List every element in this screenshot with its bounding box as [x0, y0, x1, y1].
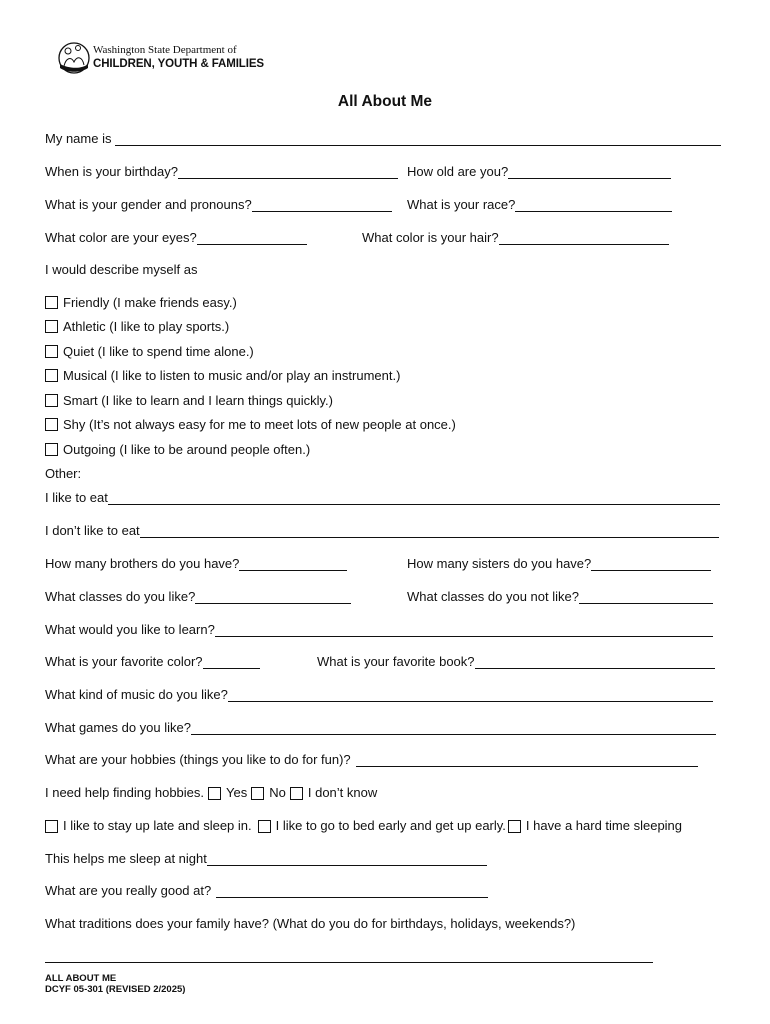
eye-color-field[interactable]	[197, 231, 307, 245]
like-eat-row	[45, 487, 720, 505]
traditions-row	[45, 913, 575, 931]
trait-checkbox-friendly[interactable]	[45, 296, 58, 309]
footer-form-number: DCYF 05-301 (REVISED 2/2025)	[45, 984, 186, 995]
trait-checkbox-outgoing[interactable]	[45, 443, 58, 456]
hobbies-field[interactable]	[356, 753, 698, 767]
book-field[interactable]	[475, 655, 715, 669]
age-label: How old are you?	[407, 164, 509, 179]
traditions-field[interactable]	[45, 949, 653, 963]
hobbies-label: What are your hobbies (things you like to do for fun)?	[45, 752, 351, 767]
describe-label: I would describe myself as	[45, 262, 198, 277]
no-label: No	[269, 785, 286, 800]
sleep-early-checkbox[interactable]	[258, 820, 271, 833]
hobbies-row	[45, 749, 698, 767]
classes-like-label: What classes do you like?	[45, 589, 196, 604]
sisters-label: How many sisters do you have?	[407, 556, 592, 571]
sleep-hard-checkbox[interactable]	[508, 820, 521, 833]
games-row	[45, 717, 716, 735]
trait-label: Smart (I like to learn and I learn things quickly.)	[63, 393, 333, 408]
sleep-help-field[interactable]	[207, 852, 487, 866]
dont-know-checkbox[interactable]	[290, 787, 303, 800]
footer-form-title: ALL ABOUT ME	[45, 973, 117, 984]
age-field[interactable]	[508, 165, 671, 179]
sleep-help-row	[45, 848, 487, 866]
hair-color-field[interactable]	[499, 231, 669, 245]
sleep-hard-label: I have a hard time sleeping	[525, 818, 683, 833]
yes-label: Yes	[226, 785, 248, 800]
trait-item	[45, 365, 400, 383]
trait-label: Athletic (I like to play sports.)	[63, 319, 230, 334]
race-field[interactable]	[515, 198, 672, 212]
sleep-late-label: I like to stay up late and sleep in.	[63, 818, 252, 833]
color-label: What is your favorite color?	[45, 654, 203, 669]
dont-know-label: I don’t know	[307, 785, 378, 800]
like-eat-field[interactable]	[108, 491, 720, 505]
agency-name-line1: Washington State Department of	[93, 44, 237, 56]
family-emblem-icon	[57, 40, 91, 76]
page-title: All About Me	[337, 93, 433, 110]
other-row	[45, 463, 81, 481]
color-field[interactable]	[203, 655, 260, 669]
help-hobbies-row	[45, 782, 377, 800]
gender-label: What is your gender and pronouns?	[45, 197, 252, 212]
trait-item	[45, 439, 310, 457]
yes-checkbox[interactable]	[208, 787, 221, 800]
music-label: What kind of music do you like?	[45, 687, 228, 702]
name-field[interactable]	[115, 132, 721, 146]
music-row	[45, 684, 713, 702]
trait-checkbox-quiet[interactable]	[45, 345, 58, 358]
trait-label: Outgoing (I like to be around people often.)	[63, 442, 311, 457]
agency-name-line2: CHILDREN, YOUTH & FAMILIES	[93, 58, 264, 70]
sleep-late-checkbox[interactable]	[45, 820, 58, 833]
race-label: What is your race?	[407, 197, 516, 212]
trait-label: Quiet (I like to spend time alone.)	[63, 344, 254, 359]
traditions-label: What traditions does your family have? (What do you do for birthdays, holidays, weekends?)	[45, 916, 576, 931]
sleep-row	[45, 815, 682, 833]
eye-color-row	[45, 227, 307, 245]
classes-dislike-row	[407, 586, 713, 604]
like-eat-label: I like to eat	[45, 490, 108, 505]
classes-like-field[interactable]	[195, 590, 351, 604]
dislike-eat-label: I don’t like to eat	[45, 523, 140, 538]
trait-label: Shy (It’s not always easy for me to meet lots of new people at once.)	[63, 417, 456, 432]
trait-item	[45, 414, 456, 432]
book-row	[317, 651, 715, 669]
learn-field[interactable]	[215, 623, 713, 637]
gender-row	[45, 194, 392, 212]
other-label: Other:	[45, 466, 82, 481]
brothers-label: How many brothers do you have?	[45, 556, 240, 571]
games-field[interactable]	[191, 721, 716, 735]
good-at-label: What are you really good at?	[45, 883, 212, 898]
classes-like-row	[45, 586, 351, 604]
birthday-field[interactable]	[178, 165, 398, 179]
form-footer	[45, 973, 185, 995]
trait-checkbox-athletic[interactable]	[45, 320, 58, 333]
color-row	[45, 651, 260, 669]
no-checkbox[interactable]	[251, 787, 264, 800]
trait-checkbox-smart[interactable]	[45, 394, 58, 407]
age-row	[407, 161, 671, 179]
brothers-row	[45, 553, 347, 571]
traditions-answer-row	[45, 945, 653, 963]
hair-color-label: What color is your hair?	[362, 230, 499, 245]
sleep-help-label: This helps me sleep at night	[45, 851, 207, 866]
birthday-label: When is your birthday?	[45, 164, 178, 179]
hair-color-row	[362, 227, 669, 245]
help-hobbies-label: I need help finding hobbies.	[45, 785, 205, 800]
sisters-field[interactable]	[591, 557, 711, 571]
gender-field[interactable]	[252, 198, 392, 212]
agency-logo	[57, 40, 264, 80]
learn-label: What would you like to learn?	[45, 622, 215, 637]
trait-label: Musical (I like to listen to music and/or play an instrument.)	[63, 368, 401, 383]
sleep-early-label: I like to go to bed early and get up early.	[275, 818, 506, 833]
brothers-field[interactable]	[239, 557, 347, 571]
dislike-eat-row	[45, 520, 719, 538]
music-field[interactable]	[228, 688, 713, 702]
good-at-field[interactable]	[216, 884, 488, 898]
trait-checkbox-shy[interactable]	[45, 418, 58, 431]
trait-item	[45, 316, 229, 334]
sisters-row	[407, 553, 711, 571]
name-label: My name is	[45, 131, 112, 146]
good-at-row	[45, 880, 488, 898]
trait-item	[45, 292, 237, 310]
race-row	[407, 194, 672, 212]
trait-label: Friendly (I make friends easy.)	[63, 295, 237, 310]
classes-dislike-label: What classes do you not like?	[407, 589, 579, 604]
classes-dislike-field[interactable]	[579, 590, 713, 604]
learn-row	[45, 619, 713, 637]
book-label: What is your favorite book?	[317, 654, 475, 669]
name-row	[45, 128, 721, 146]
dislike-eat-field[interactable]	[140, 524, 719, 538]
trait-checkbox-musical[interactable]	[45, 369, 58, 382]
trait-item	[45, 341, 254, 359]
describe-row	[45, 259, 197, 277]
eye-color-label: What color are your eyes?	[45, 230, 197, 245]
birthday-row	[45, 161, 398, 179]
trait-item	[45, 390, 333, 408]
games-label: What games do you like?	[45, 720, 191, 735]
